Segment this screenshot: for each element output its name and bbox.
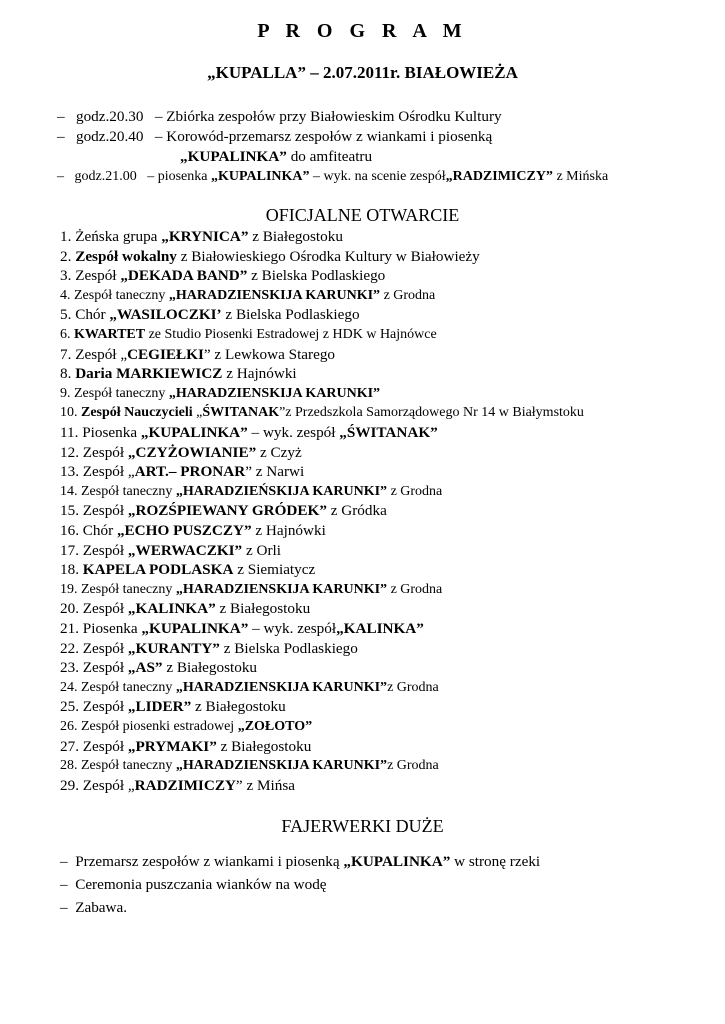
list-item: 18. KAPELA PODLASKA z Siemiatycz	[60, 561, 316, 579]
page-title: P R O G R A M	[257, 20, 468, 42]
schedule-item: – godz.20.30 – Zbiórka zespołów przy Białowieskim Ośrodku Kultury	[57, 108, 502, 125]
list-item: 15. Zespół „ROZŚPIEWANY GRÓDEK” z Gródka	[60, 502, 387, 520]
list-item: 4. Zespół taneczny „HARADZIENSKIJA KARUNKI” z Grodna	[60, 287, 436, 303]
list-item: 20. Zespół „KALINKA” z Białegostoku	[60, 600, 311, 618]
schedule-item-continuation: „KUPALINKA” do amfiteatru	[180, 148, 373, 165]
list-item: 6. KWARTET ze Studio Piosenki Estradowej z HDK w Hajnówce	[60, 327, 437, 342]
list-item: 14. Zespół taneczny „HARADZIEŃSKIJA KARUNKI” z Grodna	[60, 483, 443, 499]
schedule-item: – godz.21.00 – piosenka „KUPALINKA” – wyk. na scenie zespół„RADZIMICZY” z Mińska	[57, 169, 609, 184]
list-item: 16. Chór „ECHO PUSZCZY” z Hajnówki	[60, 522, 326, 539]
list-item: 27. Zespół „PRYMAKI” z Białegostoku	[60, 737, 312, 755]
list-item: 22. Zespół „KURANTY” z Bielska Podlaskiego	[60, 639, 358, 657]
closing-item: – Ceremonia puszczania wianków na wodę	[60, 876, 327, 893]
list-item: 2. Zespół wokalny z Białowieskiego Ośrodka Kultury w Białowieży	[60, 247, 480, 265]
list-item: 28. Zespół taneczny „HARADZIENSKIJA KARUNKI”z Grodna	[60, 758, 439, 774]
list-item: 1. Żeńska grupa „KRYNICA” z Białegostoku	[60, 228, 343, 245]
list-item: 17. Zespół „WERWACZKI” z Orli	[60, 541, 281, 559]
event-subtitle: „KUPALLA” – 2.07.2011r. BIAŁOWIEŻA	[207, 63, 518, 82]
list-item: 13. Zespół „ART.– PRONAR” z Narwi	[60, 463, 305, 481]
schedule-item: – godz.20.40 – Korowód-przemarsz zespołów z wiankami i piosenką	[57, 128, 493, 145]
list-item: 11. Piosenka „KUPALINKA” – wyk. zespół „ŚWITANAK”	[60, 424, 438, 441]
section-heading-opening: OFICJALNE OTWARCIE	[265, 205, 460, 225]
list-item: 5. Chór „WASILOCZKI’ z Bielska Podlaskiego	[60, 306, 360, 324]
list-item: 25. Zespół „LIDER” z Białegostoku	[60, 698, 286, 716]
closing-item: – Przemarsz zespołów z wiankami i piosenką „KUPALINKA” w stronę rzeki	[60, 853, 541, 870]
list-item: 12. Zespół „CZYŻOWIANIE” z Czyż	[60, 443, 302, 461]
list-item: 9. Zespół taneczny „HARADZIENSKIJA KARUNKI”	[60, 385, 381, 401]
list-item: 19. Zespół taneczny „HARADZIENSKIJA KARUNKI” z Grodna	[60, 581, 443, 597]
list-item: 10. Zespół Nauczycieli „ŚWITANAK”z Przedszkola Samorządowego Nr 14 w Białymstoku	[60, 405, 584, 421]
list-item: 7. Zespół „CEGIEŁKI” z Lewkowa Starego	[60, 345, 336, 363]
list-item: 29. Zespół „RADZIMICZY” z Mińsa	[60, 776, 295, 794]
list-item: 8. Daria MARKIEWICZ z Hajnówki	[60, 365, 297, 383]
list-item: 26. Zespół piosenki estradowej „ZOŁOTO”	[60, 719, 313, 734]
list-item: 21. Piosenka „KUPALINKA” – wyk. zespół„KALINKA”	[60, 620, 424, 637]
list-item: 24. Zespół taneczny „HARADZIENSKIJA KARUNKI”z Grodna	[60, 679, 439, 695]
closing-item: – Zabawa.	[60, 899, 128, 916]
list-item: 23. Zespół „AS” z Białegostoku	[60, 659, 258, 677]
list-item: 3. Zespół „DEKADA BAND” z Bielska Podlaskiego	[60, 267, 386, 285]
section-heading-fireworks: FAJERWERKI DUŻE	[281, 816, 444, 836]
